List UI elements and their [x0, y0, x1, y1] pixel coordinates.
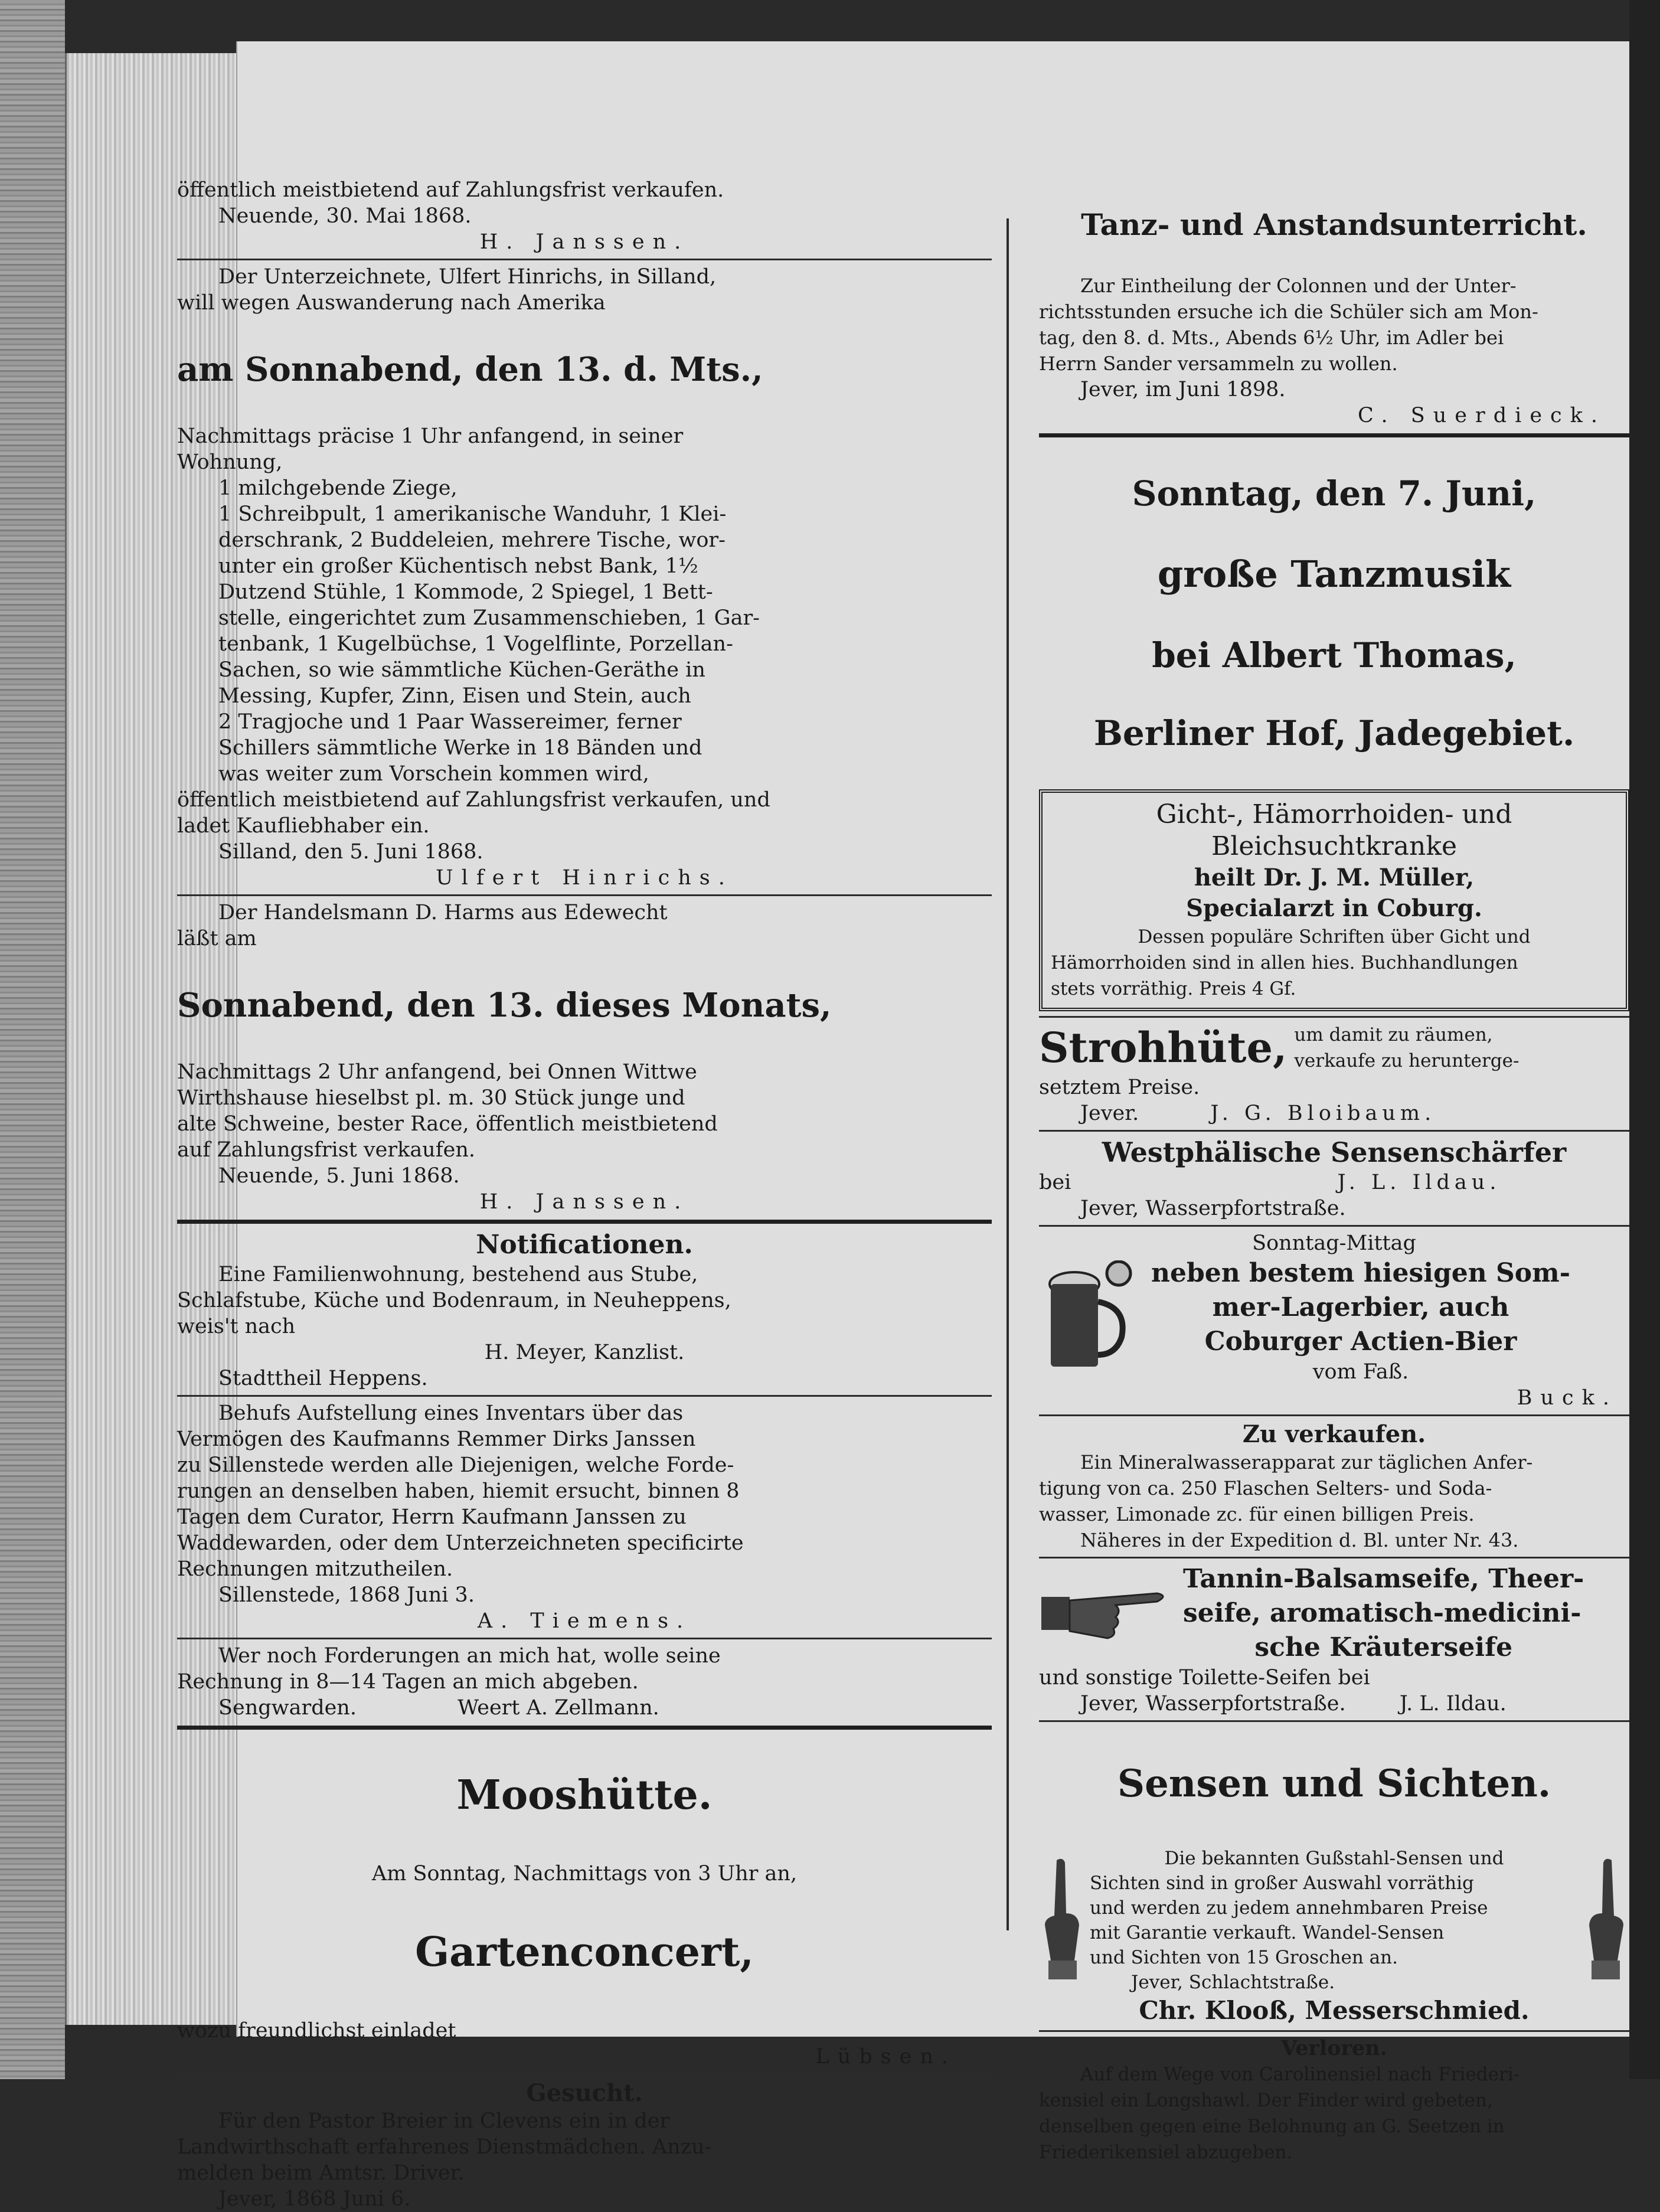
ad-heading-concert: Gartenconcert, [415, 1929, 754, 1976]
separator [177, 894, 992, 896]
signature: C. Suerdieck. [1358, 404, 1606, 427]
beer-mug-icon [1039, 1260, 1145, 1381]
ad-heading: Westphälische Sensenschärfer [1102, 1136, 1567, 1168]
separator [1039, 1016, 1629, 1018]
text-line: Näheres in der Expedition d. Bl. unter Nr. 43. [1080, 1529, 1519, 1551]
text-line: weis't nach [177, 1315, 296, 1338]
ad-heading: Sonnabend, den 13. dieses Monats, [177, 986, 832, 1025]
item-line: Dutzend Stühle, 1 Kommode, 2 Spiegel, 1 Bett- [218, 580, 713, 604]
text-line: Der Unterzeichnete, Ulfert Hinrichs, in Silland, [218, 265, 717, 289]
text-line: öffentlich meistbietend auf Zahlungsfrist verkaufen. [177, 178, 724, 202]
text-line: zu Sillenstede werden alle Diejenigen, welche Forde- [177, 1453, 734, 1477]
text-line: und sonstige Toilette-Seifen bei [1039, 1666, 1370, 1690]
item-line: tenbank, 1 Kugelbüchse, 1 Vogelflinte, Porzellan- [218, 632, 733, 656]
text-line: Tannin-Balsamseife, Theer- [1183, 1564, 1584, 1594]
signature: H. Meyer, Kanzlist. [484, 1341, 685, 1364]
ad-auction-silland [177, 264, 992, 891]
text-line: seife, aromatisch-medicini- [1183, 1598, 1581, 1628]
text-line: um damit zu räumen, [1294, 1024, 1493, 1045]
ad-heading: Sensen und Sichten. [1117, 1762, 1551, 1806]
text-line: Die bekannten Gußstahl-Sensen und [1164, 1848, 1504, 1869]
text-line: Dessen populäre Schriften über Gicht und [1138, 926, 1531, 947]
text-line: Tagen dem Curator, Herrn Kaufmann Janssen zu [177, 1505, 687, 1529]
ad-heading: Gesucht. [526, 2079, 643, 2107]
text-line: stets vorräthig. Preis 4 Gf. [1051, 978, 1296, 999]
text-line: richtsstunden ersuche ich die Schüler sich am Mon- [1039, 300, 1538, 323]
text-line: Rechnung in 8—14 Tagen an mich abgeben. [177, 1670, 639, 1694]
place-line [1039, 1691, 1629, 1717]
place-line: Jever, Schlachtstraße. [1131, 1972, 1335, 1993]
text-line: Auf dem Wege von Carolinensiel nach Friederi- [1080, 2064, 1520, 2085]
text-line: will wegen Auswanderung nach Amerika [177, 291, 606, 315]
place-date: Sillenstede, 1868 Juni 3. [218, 1583, 475, 1607]
item-line: derschrank, 2 Buddeleien, mehrere Tische, wor- [218, 528, 726, 552]
ad-straw-hats [1039, 1021, 1629, 1126]
ad-doctor-box [1039, 789, 1629, 1011]
ad-inventory-notice [177, 1400, 992, 1634]
text-line: Landwirthschaft erfahrenes Dienstmädchen. Anzu- [177, 2135, 712, 2159]
text-line: Am Sonntag, Nachmittags von 3 Uhr an, [371, 1862, 798, 1886]
doctor-title: Specialarzt in Coburg. [1186, 894, 1482, 922]
ad-scythes [1039, 1760, 1629, 2027]
text-line: Nachmittags 2 Uhr anfangend, bei Onnen Wittwe [177, 1060, 697, 1084]
text-line: tag, den 8. d. Mts., Abends 6½ Uhr, im Adler bei [1039, 326, 1504, 349]
place-date: Neuende, 5. Juni 1868. [218, 1164, 460, 1188]
signature: H. Janssen. [479, 230, 690, 254]
item-line: stelle, eingerichtet zum Zusammenschieben, 1 Gar- [218, 606, 760, 630]
ad-heading: Gicht-, Hämorrhoiden- und [1156, 799, 1512, 829]
signature: A. Tiemens. [477, 1609, 692, 1633]
separator [1039, 1557, 1629, 1558]
text-line [1039, 1169, 1629, 1195]
place-line [1039, 1100, 1629, 1126]
text-line: Sichten sind in großer Auswahl vorräthig [1090, 1873, 1474, 1894]
separator [177, 2073, 992, 2075]
place-date: Jever, im Juni 1898. [1080, 378, 1286, 401]
ad-heading: Verloren. [1281, 2036, 1387, 2060]
item-line: Messing, Kupfer, Zinn, Eisen und Stein, auch [218, 684, 691, 708]
scan-background [1629, 0, 1660, 2079]
ad-heading: Mooshütte. [456, 1772, 713, 1819]
book-page-edges [0, 0, 65, 2079]
separator [1039, 1225, 1629, 1227]
ad-heading: Zu verkaufen. [1242, 1420, 1426, 1448]
text-line: Behufs Aufstellung eines Inventars über das [218, 1401, 684, 1425]
item-line: unter ein großer Küchentisch nebst Bank, 1½ [218, 554, 698, 578]
ad-lost [1039, 2035, 1629, 2165]
ad-dance-music [1039, 472, 1629, 755]
text-line: Wohnung, [177, 450, 283, 474]
ad-heading: Strohhüte, [1039, 1023, 1288, 1072]
text-line: und Sichten von 15 Groschen an. [1090, 1947, 1398, 1968]
text-line: Rechnungen mitzutheilen. [177, 1557, 453, 1581]
text-line: neben bestem hiesigen Som- [1151, 1258, 1570, 1288]
text-line: vom Faß. [1312, 1360, 1409, 1384]
text-line: Wirthshause hieselbst pl. m. 30 Stück junge und [177, 1086, 685, 1110]
column-divider [1007, 218, 1009, 1930]
ad-auction-harms [177, 900, 992, 1215]
text-line: mit Garantie verkauft. Wandel-Sensen [1090, 1922, 1445, 1943]
place-date: Jever, 1868 Juni 6. [218, 2187, 411, 2211]
text-line: Sonntag-Mittag [1252, 1231, 1416, 1255]
signature: Weert A. Zellmann. [458, 1696, 659, 1720]
ad-mooshuette [177, 1770, 992, 2070]
text-line: ladet Kaufliebhaber ein. [177, 814, 430, 838]
signature: H. Janssen. [479, 1190, 690, 1214]
ad-claims-notice [177, 1643, 992, 1721]
text-line: tigung von ca. 250 Flaschen Selters- und Soda- [1039, 1477, 1492, 1499]
text-line: rungen an denselben haben, hiemit ersucht, binnen 8 [177, 1479, 740, 1503]
separator [1039, 1720, 1629, 1722]
ad-heading: große Tanzmusik [1157, 553, 1511, 596]
text-line: Waddewarden, oder dem Unterzeichneten specificirte [177, 1531, 744, 1555]
text-line: und werden zu jedem annehmbaren Preise [1090, 1897, 1488, 1919]
place: Jever, Wasserpfortstraße. [1080, 1692, 1346, 1716]
ad-wanted [177, 2079, 992, 2212]
right-column [1039, 177, 1629, 2165]
text-line: Eine Familienwohnung, bestehend aus Stube, [218, 1263, 698, 1286]
item-line: 1 Schreibpult, 1 amerikanische Wanduhr, 1 Klei- [218, 502, 727, 526]
text-line: Wer noch Forderungen an mich hat, wolle seine [218, 1644, 721, 1668]
separator [177, 259, 992, 260]
separator [177, 1638, 992, 1639]
text-line: Herrn Sander versammeln zu wollen. [1039, 352, 1398, 375]
text-line: Für den Pastor Breier in Clevens ein in der [218, 2109, 670, 2133]
text-line: Coburger Actien-Bier [1204, 1326, 1517, 1357]
signature: J. L. Ildau. [1399, 1692, 1507, 1716]
ad-scythe-sharpener [1039, 1135, 1629, 1221]
separator [177, 1395, 992, 1397]
place-date: Neuende, 30. Mai 1868. [218, 204, 472, 228]
ad-for-sale-mineral-water [1039, 1420, 1629, 1553]
text-line: Schlafstube, Küche und Bodenraum, in Neuheppens, [177, 1289, 731, 1312]
text-line: Der Handelsmann D. Harms aus Edewecht [218, 901, 668, 924]
text-line: Ein Mineralwasserapparat zur täglichen Anfer- [1080, 1451, 1533, 1473]
doctor-name: heilt Dr. J. M. Müller, [1194, 864, 1475, 891]
place-line [177, 1695, 992, 1721]
item-line: Sachen, so wie sämmtliche Küchen-Geräthe in [218, 658, 705, 682]
text-line: verkaufe zu herunterge- [1294, 1050, 1520, 1071]
section-separator [1039, 433, 1629, 437]
text-line: Friederikensiel abzugeben. [1039, 2142, 1293, 2163]
text-line: Nachmittags präcise 1 Uhr anfangend, in seiner [177, 424, 684, 448]
ad-heading: am Sonnabend, den 13. d. Mts., [177, 350, 763, 389]
signature: Ulfert Hinrichs. [436, 866, 733, 890]
signature: Lübsen. [815, 2045, 956, 2069]
place: Sengwarden. [218, 1696, 357, 1720]
text-line: auf Zahlungsfrist verkaufen. [177, 1138, 476, 1162]
text-line: Zur Eintheilung der Colonnen und der Unter- [1080, 275, 1517, 297]
section-notifications [177, 1228, 992, 1391]
text-line: setztem Preise. [1039, 1076, 1200, 1099]
separator [1039, 1130, 1629, 1132]
pointing-hand-icon [1039, 1577, 1181, 1650]
signature: J. G. Bloibaum. [1210, 1102, 1436, 1125]
signature: Buck. [1517, 1386, 1617, 1410]
left-column [177, 177, 992, 2212]
ad-heading: Bleichsuchtkranke [1211, 831, 1458, 861]
place: Jever. [1080, 1102, 1139, 1125]
separator [1039, 2030, 1629, 2032]
text-line: bei [1039, 1171, 1071, 1194]
signature: Chr. Klooß, Messerschmied. [1139, 1996, 1530, 2025]
ad-soaps [1039, 1562, 1629, 1717]
section-separator [177, 1726, 992, 1730]
section-separator [177, 1220, 992, 1224]
text-line: alte Schweine, bester Race, öffentlich meistbietend [177, 1112, 718, 1136]
text-line: läßt am [177, 927, 257, 950]
text-line: wasser, Limonade zc. für einen billigen Preis. [1039, 1503, 1475, 1525]
text-line: mer-Lagerbier, auch [1212, 1292, 1509, 1322]
item-line: 1 milchgebende Ziege, [218, 476, 458, 500]
hand-left-icon [1039, 1854, 1086, 1986]
separator [1039, 1414, 1629, 1416]
place-line: Jever, Wasserpfortstraße. [1080, 1197, 1346, 1220]
text-line: kensiel ein Longshawl. Der Finder wird gebeten, [1039, 2090, 1493, 2111]
section-heading: Notificationen. [476, 1230, 693, 1260]
ad-heading: bei Albert Thomas, [1152, 635, 1517, 675]
text-line: denselben gegen eine Belohnung an G. Seetzen in [1039, 2116, 1505, 2137]
hand-right-icon [1582, 1854, 1629, 1986]
item-line: 2 Tragjoche und 1 Paar Wassereimer, ferner [218, 710, 682, 734]
ad-dance-lessons [1039, 207, 1629, 429]
item-line: Schillers sämmtliche Werke in 18 Bänden und [218, 736, 702, 760]
signature: J. L. Ildau. [1337, 1171, 1501, 1194]
item-line: was weiter zum Vorschein kommen wird, [218, 762, 649, 786]
text-line: Hämorrhoiden sind in allen hies. Buchhandlungen [1051, 952, 1518, 973]
ad-auction-neuende-1 [177, 177, 992, 255]
ad-heading: Berliner Hof, Jadegebiet. [1093, 713, 1575, 753]
text-line: melden beim Amtsr. Driver. [177, 2161, 465, 2185]
text-line: öffentlich meistbietend auf Zahlungsfrist verkaufen, und [177, 788, 770, 812]
text-line: sche Kräuterseife [1254, 1632, 1513, 1662]
text-line: Vermögen des Kaufmanns Remmer Dirks Janssen [177, 1427, 696, 1451]
place-date: Stadttheil Heppens. [218, 1367, 428, 1390]
ad-beer [1039, 1230, 1629, 1411]
text-line: wozu freundlichst einladet [177, 2019, 456, 2043]
ad-heading: Sonntag, den 7. Juni, [1132, 473, 1537, 514]
place-date: Silland, den 5. Juni 1868. [218, 840, 483, 864]
ad-heading: Tanz- und Anstandsunterricht. [1081, 207, 1587, 242]
